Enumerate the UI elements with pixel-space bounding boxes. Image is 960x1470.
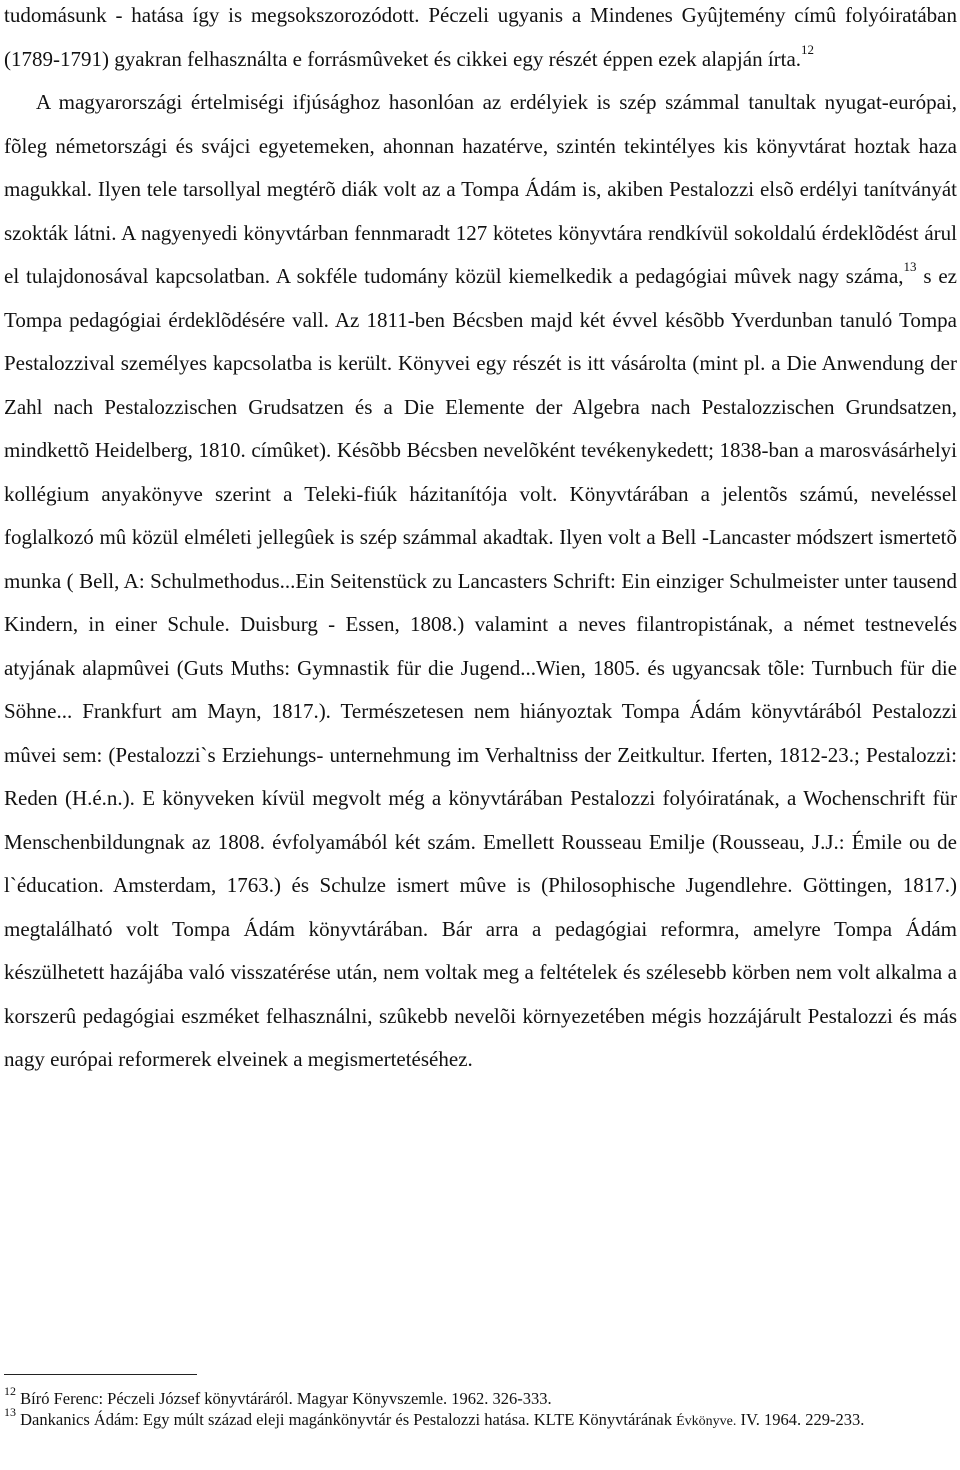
paragraph-1	[4, 0, 957, 81]
footnote-ref-12[interactable]: 12	[801, 41, 815, 57]
footnote-number: 12	[4, 1383, 16, 1398]
footnote-13	[4, 1404, 956, 1432]
paragraph-2	[4, 81, 957, 1082]
footnotes	[4, 1383, 956, 1432]
paragraph-2-text-b: s ez Tompa pedagógiai érdeklõdésére vall. Az 1811-ben Bécsben majd két évvel késõbb Yverdunban tanuló Tompa Pestalozzival személyes kapcsolatba is került. Könyvei egy részét is itt vásárolta (mint pl. a Die Anwendung der Zahl nach Pestalozzischen Grudsatzen és a Die Elemente der Algebra nach Pestalozzischen Grundsatzen, mindkettõ Heidelberg, 1810. címûket). Késõbb Bécsben nevelõként tevékenykedett; 1838-ban a marosvásárhelyi kollégium anyakönyve szerint a Teleki-fiúk házitanítója volt. Könyvtárában a jelentõs számú, neveléssel foglalkozó mû közül elméleti jellegûek is szép számmal akadtak. Ilyen volt a Bell -Lancaster módszert ismertetõ munka ( Bell, A: Schulmethodus...Ein Seitenstück zu Lancasters Schrift: Ein einziger Schulmeister unter tausend Kindern, in einer Schule. Duisburg - Essen, 1808.) valamint a neves filantropistának, a német testnevelés atyjának alapmûvei (Guts Muths: Gymnastik für die Jugend...Wien, 1805. és ugyancsak tõle: Turnbuch für die Söhne... Frankfurt am Mayn, 1817.). Természetesen nem hiányoztak Tompa Ádám könyvtárából Pestalozzi mûvei sem: (Pestalozzi`s Erziehungs- unternehmung im Verhaltniss der Zeitkultur. Iferten, 1812-23.; Pestalozzi: Reden (H.é.n.). E könyveken kívül megvolt még a könyvtárában Pestalozzi folyóiratának, a Wochenschrift für Menschenbildungnak az 1808. évfolyamából két szám. Emellett Rousseau Emilje (Rousseau, J.J.: Émile ou de l`éducation. Amsterdam, 1763.) és Schulze ismert mûve is (Philosophische Jugendlehre. Göttingen, 1817.) megtalálható volt Tompa Ádám könyvtárában. Bár arra a pedagógiai reformra, amelyre Tompa Ádám készülhetett hazájába való visszatérése után, nem voltak meg a feltételek és szélesebb körben nem volt alkalma a korszerû pedagógiai eszméket felhasználni, szûkebb nevelõi környezetében mégis hozzájárult Pestalozzi és más nagy európai reformerek elveinek a megismertetéséhez.	[4, 264, 957, 1071]
paragraph-1-text: tudomásunk - hatása így is megsokszorozódott. Péczeli ugyanis a Mindenes Gyûjtemény címû folyóiratában (1789-1791) gyakran felhasználta e forrásmûveket és cikkei egy részét éppen ezek alapján írta.	[4, 3, 957, 71]
footnote-text-small: Évkönyve.	[676, 1414, 737, 1429]
body-text	[4, 0, 957, 1082]
paragraph-2-text-a: A magyarországi értelmiségi ifjúsághoz hasonlóan az erdélyiek is szép számmal tanultak nyugat-európai, fõleg németországi és svájci egyetemeken, ahonnan hazatérve, szintén tekintélyes kis könyvtárat hoztak haza magukkal. Ilyen tele tarsollyal megtérõ diák volt az a Tompa Ádám is, akiben Pestalozzi elsõ erdélyi tanítványát szokták látni. A nagyenyedi könyvtárban fennmaradt 127 kötetes könyvtára rendkívül sokoldalú érdeklõdést árul el tulajdonosával kapcsolatban. A sokféle tudomány közül kiemelkedik a pedagógiai mûvek nagy száma,	[4, 90, 957, 288]
footnote-12	[4, 1383, 956, 1409]
footnote-ref-13[interactable]: 13	[903, 259, 917, 274]
footnote-separator	[4, 1374, 197, 1375]
footnote-text: Dankanics Ádám: Egy múlt század eleji magánkönyvtár és Pestalozzi hatása. KLTE Könyvtárának	[16, 1410, 677, 1429]
footnote-text-end: IV. 1964. 229-233.	[736, 1410, 865, 1429]
footnote-number: 13	[4, 1404, 16, 1419]
footnote-text: Bíró Ferenc: Péczeli József könyvtáráról. Magyar Könyvszemle. 1962. 326-333.	[16, 1389, 552, 1408]
